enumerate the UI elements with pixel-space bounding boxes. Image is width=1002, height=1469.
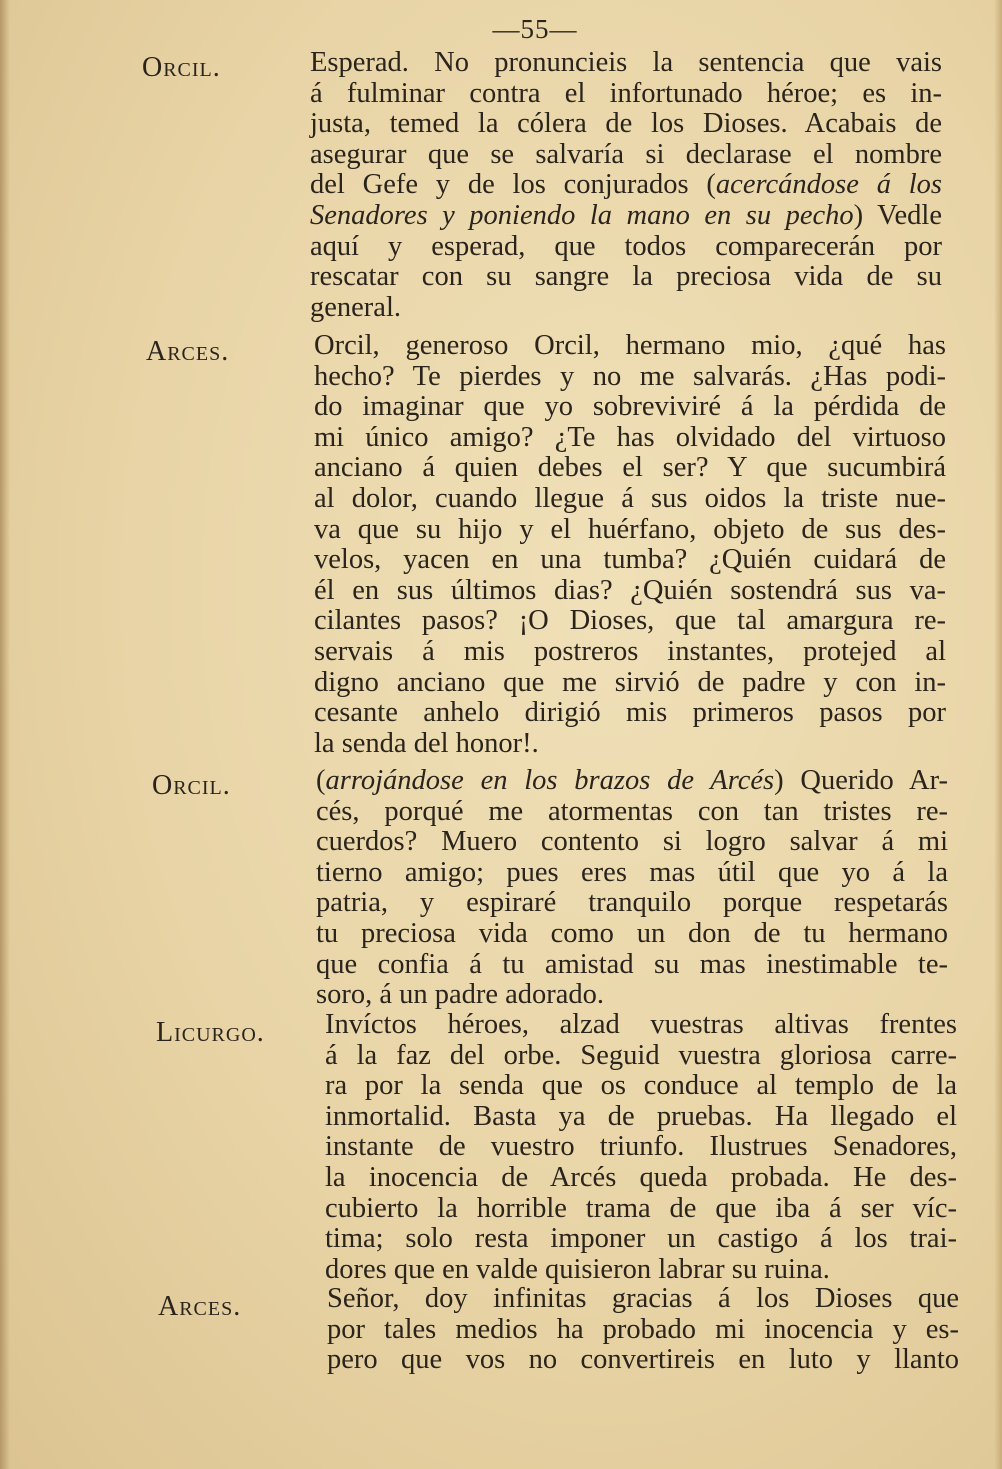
page-number: —55— (492, 14, 578, 44)
text-line: Orcil, generoso Orcil, hermano mio, ¿qué has (314, 330, 946, 361)
speech-text (316, 766, 948, 1011)
text-line (310, 201, 942, 232)
speech-text (327, 1284, 959, 1376)
text-line: inmortalid. Basta ya de pruebas. Ha llegado el (325, 1100, 957, 1132)
text-line: que confia á tu amistad su mas inestimable te- (316, 948, 948, 980)
page-edge-shadow-right (994, 0, 1002, 1469)
text-line: Señor, doy infinitas gracias á los Dioses que (327, 1283, 959, 1314)
text-line: á la faz del orbe. Seguid vuestra gloriosa carre- (325, 1039, 957, 1071)
speech-text (310, 48, 942, 323)
text-fragment: del Gefe y de los conjurados ( (310, 169, 716, 201)
text-line: hecho? Te pierdes y no me salvarás. ¿Has podi- (314, 360, 946, 392)
stage-direction: arrojándose en los brazos de Arcés (325, 765, 775, 796)
text-line: instante de vuestro triunfo. Ilustrues Senadores, (325, 1131, 957, 1163)
text-line: cubierto la horrible trama de que iba á ser víc- (325, 1192, 957, 1224)
text-line: soro, á un padre adorado. (316, 979, 605, 1011)
text-line: cilantes pasos? ¡O Dioses, que tal amargura re- (314, 605, 946, 637)
text-line: dores que en valde quisieron labrar su ruina. (325, 1253, 830, 1285)
speech-text (325, 1010, 957, 1285)
speaker-name: Orcil. (142, 52, 221, 83)
text-line: digno anciano que me sirvió de padre y con in- (314, 666, 946, 698)
text-line: al dolor, cuando llegue á sus oidos la triste nue- (314, 482, 946, 514)
text-line: va que su hijo y el huérfano, objeto de sus des- (314, 513, 946, 545)
text-line: justa, temed la cólera de los Dioses. Acabais de (310, 108, 942, 140)
text-line: servais á mis postreros instantes, protejed al (314, 635, 946, 667)
text-line: tu preciosa vida como un don de tu hermano (316, 917, 948, 949)
text-line: cés, porqué me atormentas con tan tristes re- (316, 795, 948, 827)
speaker-name: Arces. (158, 1291, 242, 1322)
text-line: cuerdos? Muero contento si logro salvar á mi (316, 826, 948, 858)
text-line: velos, yacen en una tumba? ¿Quién cuidará de (314, 544, 946, 576)
text-line: por tales medios ha probado mi inocencia y es- (327, 1313, 959, 1345)
page-edge-shadow-left (0, 0, 10, 1469)
text-line: rescatar con su sangre la preciosa vida de su (310, 261, 942, 293)
text-line: tima; solo resta imponer un castigo á los trai- (325, 1223, 957, 1255)
text-line: patria, y espiraré tranquilo porque respetarás (316, 887, 948, 919)
speech-text (314, 331, 946, 759)
text-line: tierno amigo; pues eres mas útil que yo á la (316, 856, 948, 888)
text-line: anciano á quien debes el ser? Y que sucumbirá (314, 452, 946, 484)
text-line: Esperad. No pronuncieis la sentencia que vais (310, 47, 942, 78)
text-line: cesante anhelo dirigió mis primeros pasos por (314, 697, 946, 729)
text-line: ra por la senda que os conduce al templo de la (325, 1070, 957, 1102)
text-line: Invíctos héroes, alzad vuestras altivas frentes (325, 1009, 957, 1040)
text-line: general. (310, 291, 401, 323)
text-fragment: ) Vedle (853, 199, 942, 231)
text-line: asegurar que se salvaría si declarase el nombre (310, 138, 942, 170)
speaker-name: Arces. (146, 336, 230, 367)
stage-direction: acercándose á los (715, 169, 942, 201)
text-line: do imaginar que yo sobreviviré á la pérdida de (314, 391, 946, 423)
speaker-name: Licurgo. (156, 1017, 265, 1048)
text-line: la inocencia de Arcés queda probada. He des- (325, 1161, 957, 1193)
text-line: la senda del honor!. (314, 727, 539, 759)
text-line: (arrojándose en los brazos de Arcés) Querido Ar- (316, 765, 948, 796)
text-line (310, 170, 942, 201)
text-line: á fulminar contra el infortunado héroe; es in- (310, 77, 942, 109)
text-line: mi único amigo? ¿Te has olvidado del virtuoso (314, 421, 946, 453)
text-line: aquí y esperad, que todos comparecerán por (310, 230, 942, 262)
speaker-name: Orcil. (152, 770, 231, 801)
stage-direction: Senadores y poniendo la mano en su pecho (310, 199, 854, 231)
text-line: él en sus últimos dias? ¿Quién sostendrá sus va- (314, 574, 946, 606)
text-line: pero que vos no convertireis en luto y llanto (327, 1344, 959, 1376)
text-fragment: ) Querido Ar- (774, 765, 948, 796)
